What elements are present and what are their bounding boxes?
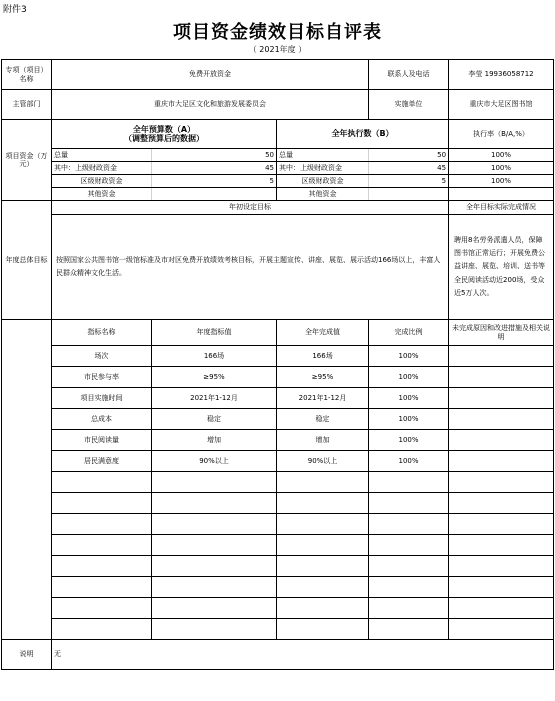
funds-header-row <box>2 120 554 149</box>
fund-exec-label: 其中：上级财政资金 <box>277 162 369 175</box>
fund-rate-value: 100% <box>449 149 554 162</box>
fund-budget-value <box>152 188 277 201</box>
implementing-unit-value: 重庆市大足区图书馆 <box>449 90 554 120</box>
indicator-ratio: 100% <box>369 430 449 451</box>
indicator-actual: 稳定 <box>277 409 369 430</box>
year-label: （ 2021年度 ） <box>248 45 307 54</box>
indicator-empty-row <box>2 514 554 535</box>
fund-budget-value: 5 <box>152 175 277 188</box>
indicator-empty-row <box>2 619 554 640</box>
budget-header-line2: （调整预算后的数据） <box>124 134 204 143</box>
fund-budget-value: 45 <box>152 162 277 175</box>
indicator-reason <box>449 409 554 430</box>
indicator-reason-header: 未完成原因和改进措施及相关说明 <box>449 320 554 346</box>
fund-exec-value: 50 <box>369 149 449 162</box>
funds-district-row <box>2 175 554 188</box>
indicator-row <box>2 451 554 472</box>
goals-section-label: 年度总体目标 <box>2 201 52 320</box>
indicator-name-header: 指标名称 <box>52 320 152 346</box>
fund-exec-label: 区级财政资金 <box>277 175 369 188</box>
fund-rate-value: 100% <box>449 162 554 175</box>
indicator-empty-row <box>2 577 554 598</box>
budget-header-line1: 全年预算数（A） <box>132 124 196 134</box>
indicator-name: 居民满意度 <box>52 451 152 472</box>
fund-exec-label: 其他资金 <box>277 188 369 201</box>
indicator-ratio: 100% <box>369 367 449 388</box>
indicator-empty-row <box>2 535 554 556</box>
project-name-row <box>2 60 554 90</box>
indicator-name: 市民阅读量 <box>52 430 152 451</box>
fund-rate-value: 100% <box>449 175 554 188</box>
indicator-name: 场次 <box>52 346 152 367</box>
annex-label: 附件3 <box>3 5 27 15</box>
indicator-row <box>2 409 554 430</box>
goals-actual-text: 聘用8名劳务派遣人员，保障图书馆正常运行；开展免费公益讲座、展览、培训、送书等全民阅读活动近200场，受众近5万人次。 <box>449 215 554 320</box>
fund-exec-value: 45 <box>369 162 449 175</box>
indicator-actual: ≥95% <box>277 367 369 388</box>
implementing-unit-label: 实施单位 <box>369 90 449 120</box>
fund-exec-value <box>369 188 449 201</box>
funds-superior-row <box>2 162 554 175</box>
indicator-row <box>2 388 554 409</box>
goals-actual-header: 全年目标实际完成情况 <box>449 201 554 215</box>
project-name-label: 专项（项目）名称 <box>2 60 52 90</box>
indicator-empty-row <box>2 493 554 514</box>
contact-value: 李莹 19936058712 <box>449 60 554 90</box>
fund-label: 区级财政资金 <box>52 175 152 188</box>
indicator-empty-row <box>2 472 554 493</box>
note-label: 说明 <box>2 640 52 670</box>
funds-section-label: 项目资金（万元） <box>2 120 52 201</box>
evaluation-table <box>1 59 554 670</box>
indicator-reason <box>449 430 554 451</box>
funds-other-row <box>2 188 554 201</box>
goals-set-text: 按照国家公共图书馆一级馆标准及市对区免费开放绩效考核目标，开展主题宣传、讲座、展览、展示活动166场以上，丰富人民群众精神文化生活。 <box>52 215 449 320</box>
indicator-target: 166场 <box>152 346 277 367</box>
indicator-target-header: 年度指标值 <box>152 320 277 346</box>
indicator-header-row <box>2 320 554 346</box>
contact-label: 联系人及电话 <box>369 60 449 90</box>
department-row <box>2 90 554 120</box>
indicator-row <box>2 346 554 367</box>
note-text: 无 <box>52 640 554 670</box>
fund-exec-label: 总量 <box>277 149 369 162</box>
indicator-reason <box>449 367 554 388</box>
fund-exec-value: 5 <box>369 175 449 188</box>
budget-header <box>52 120 277 149</box>
indicator-actual: 2021年1-12月 <box>277 388 369 409</box>
indicator-reason <box>449 346 554 367</box>
funds-total-row <box>2 149 554 162</box>
indicator-ratio: 100% <box>369 409 449 430</box>
indicator-actual-header: 全年完成值 <box>277 320 369 346</box>
indicator-ratio: 100% <box>369 388 449 409</box>
page-title: 项目资金绩效目标自评表 <box>173 22 382 43</box>
indicator-empty-row <box>2 556 554 577</box>
indicator-target: 增加 <box>152 430 277 451</box>
indicator-section-label <box>2 320 52 640</box>
indicator-actual: 90%以上 <box>277 451 369 472</box>
goals-header-row <box>2 201 554 215</box>
indicator-ratio: 100% <box>369 451 449 472</box>
fund-rate-value <box>449 188 554 201</box>
indicator-reason <box>449 388 554 409</box>
note-row <box>2 640 554 670</box>
indicator-target: 稳定 <box>152 409 277 430</box>
indicator-name: 项目实施时间 <box>52 388 152 409</box>
fund-label: 其中：上级财政资金 <box>52 162 152 175</box>
fund-label: 其他资金 <box>52 188 152 201</box>
goals-content-row <box>2 215 554 320</box>
indicator-ratio-header: 完成比例 <box>369 320 449 346</box>
indicator-actual: 增加 <box>277 430 369 451</box>
indicator-empty-row <box>2 598 554 619</box>
indicator-name: 市民参与率 <box>52 367 152 388</box>
goals-set-header: 年初设定目标 <box>52 201 449 215</box>
department-label: 主管部门 <box>2 90 52 120</box>
execution-header: 全年执行数（B） <box>277 120 449 149</box>
indicator-target: 2021年1-12月 <box>152 388 277 409</box>
fund-label: 总量 <box>52 149 152 162</box>
indicator-row <box>2 367 554 388</box>
indicator-target: ≥95% <box>152 367 277 388</box>
indicator-target: 90%以上 <box>152 451 277 472</box>
indicator-ratio: 100% <box>369 346 449 367</box>
department-value: 重庆市大足区文化和旅游发展委员会 <box>52 90 369 120</box>
indicator-reason <box>449 451 554 472</box>
indicator-row <box>2 430 554 451</box>
indicator-name: 总成本 <box>52 409 152 430</box>
project-name-value: 免费开放资金 <box>52 60 369 90</box>
fund-budget-value: 50 <box>152 149 277 162</box>
rate-header: 执行率（B/A,%） <box>449 120 554 149</box>
indicator-actual: 166场 <box>277 346 369 367</box>
